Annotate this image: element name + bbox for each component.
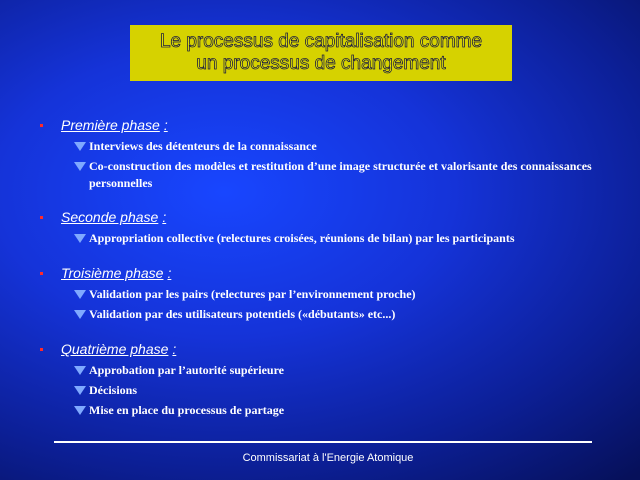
phase-1 [40,117,620,192]
slide-title-box [130,25,512,81]
triangle-bullet-icon [74,234,86,243]
phase-3 [40,265,620,323]
phase-colon: : [167,265,172,281]
triangle-bullet-icon [74,162,86,171]
phase-heading [40,117,620,137]
triangle-bullet-icon [74,406,86,415]
phase-2 [40,209,620,247]
bullet-icon [40,216,43,219]
triangle-bullet-icon [74,142,86,151]
phase-title: Troisième phase [61,265,164,281]
list-item [40,306,620,323]
item-text: Décisions [89,383,137,397]
slide-title-line-2: un processus de changement [196,53,446,74]
phase-title: Première phase [61,117,160,133]
item-text: Validation par les pairs (relectures par l’environnement proche) [89,287,416,301]
slide-title-line-1: Le processus de capitalisation comme [159,31,483,52]
phase-heading [40,341,620,361]
list-item [40,382,620,399]
item-text: Appropriation collective (relectures croisées, réunions de bilan) par les participants [89,231,515,245]
list-item [40,362,620,379]
list-item [40,230,620,247]
phase-colon: : [162,209,167,225]
item-text: Co-construction des modèles et restitution d’une image structurée et valorisante des connaissances personnelles [89,159,592,190]
bullet-icon [40,124,43,127]
phase-4 [40,341,620,419]
phase-heading [40,265,620,285]
list-item [40,286,620,303]
list-item [40,158,620,192]
item-text: Approbation par l’autorité supérieure [89,363,285,377]
bullet-icon [40,348,43,351]
triangle-bullet-icon [74,310,86,319]
footer-organization: Commissariat à l'Energie Atomique [242,452,414,464]
phase-title: Quatrième phase [61,341,169,357]
list-item [40,402,620,419]
phase-list [40,117,620,422]
triangle-bullet-icon [74,290,86,299]
triangle-bullet-icon [74,366,86,375]
item-text: Interviews des détenteurs de la connaissance [89,139,317,153]
phase-heading [40,209,620,229]
list-item [40,138,620,155]
item-text: Validation par des utilisateurs potentiels («débutants» etc...) [89,307,396,321]
footer-divider [54,441,592,443]
triangle-bullet-icon [74,386,86,395]
phase-title: Seconde phase [61,209,159,225]
phase-colon: : [163,117,168,133]
item-text: Mise en place du processus de partage [89,403,285,417]
bullet-icon [40,272,43,275]
phase-colon: : [172,341,177,357]
